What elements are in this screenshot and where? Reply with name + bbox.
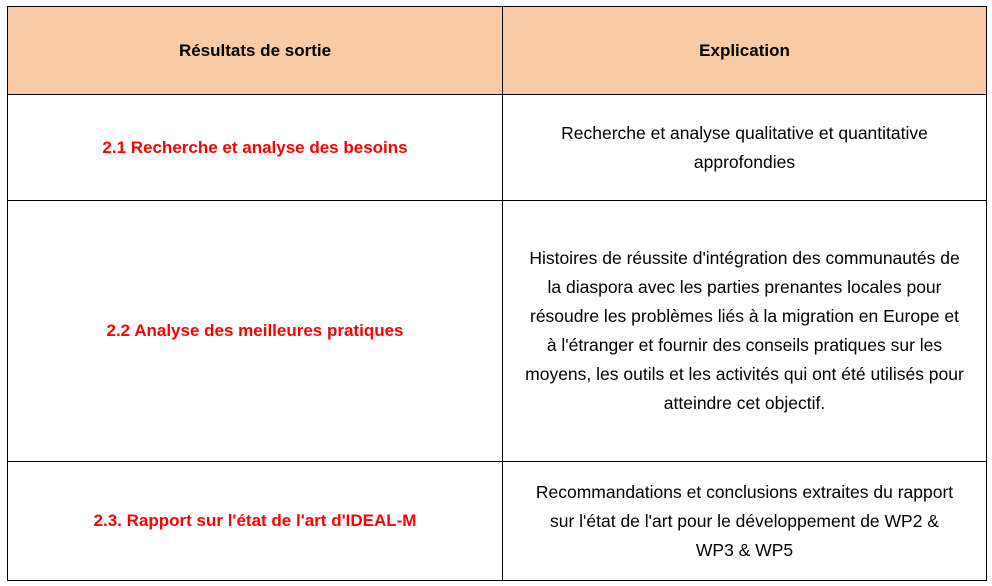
table-row (8, 201, 987, 462)
output-cell (8, 201, 503, 462)
table-header-row (8, 7, 987, 95)
results-table (7, 6, 987, 581)
table-row (8, 95, 987, 201)
explanation-text: Histoires de réussite d'intégration des communautés de la diaspora avec les parties prenantes locales pour résoudre les problèmes liés à la migration en Europe et à l'étranger et fournir des conseils pratiques sur les moyens, les outils et les activités qui ont été utilisés pour atteindre cet objectif. (525, 248, 964, 413)
output-cell (8, 462, 503, 581)
explanation-cell (503, 201, 987, 462)
explanation-text: Recherche et analyse qualitative et quantitative approfondies (561, 122, 928, 172)
header-explanation-column: Explication (503, 7, 987, 95)
output-title: 2.1 Recherche et analyse des besoins (102, 137, 408, 157)
explanation-text: Recommandations et conclusions extraites du rapport sur l'état de l'art pour le développement de WP2 & WP3 & WP5 (535, 481, 954, 560)
output-cell (8, 95, 503, 201)
output-title: 2.2 Analyse des meilleures pratiques (106, 321, 404, 340)
explanation-cell (503, 462, 987, 581)
output-title: 2.3. Rapport sur l'état de l'art d'IDEAL-M (93, 511, 417, 530)
table-row (8, 462, 987, 581)
explanation-cell (503, 95, 987, 201)
header-output-column: Résultats de sortie (8, 7, 503, 95)
